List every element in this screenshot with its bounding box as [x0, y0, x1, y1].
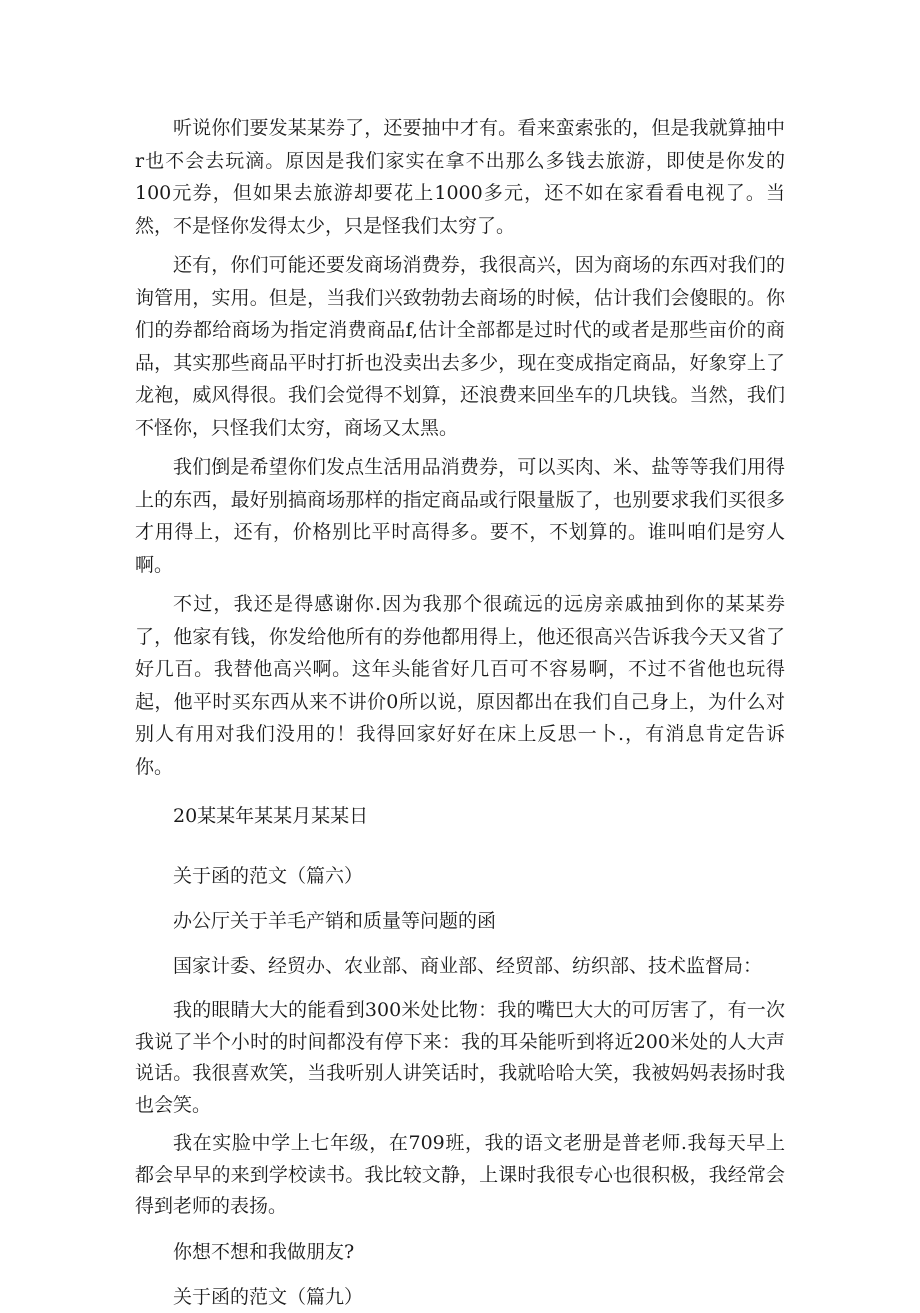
paragraph-5: 我的眼睛大大的能看到300米处比物：我的嘴巴大大的可厉害了，有一次我说了半个小时的时间都没有停下来：我的耳朵能听到将近200米处的人大声说话。我很喜欢笑，当我听别人讲笑话时，我就哈哈大笑，我被妈妈表扬时我也会笑。: [135, 999, 785, 1116]
essay-body: [135, 995, 785, 1223]
paragraph-6: 我在实脸中学上七年级，在709班，我的语文老册是普老师.我每天早上都会早早的来到学校读书。我比较文静，上课时我很专心也很积极，我经常会得到老师的表扬。: [135, 1132, 785, 1217]
section-title-9: 关于函的范文（篇九）: [173, 1285, 364, 1308]
section-title-6: 关于函的范文（篇六）: [173, 865, 364, 887]
paragraph-4: 不过，我还是得感谢你.因为我那个很疏远的远房亲戚抽到你的某某券了，他家有钱，你发给他所有的券他都用得上，他还很高兴告诉我今天又省了好几百。我替他高兴啊。这年头能省好几百可不容易啊，不过不省他也玩得起，他平时买东西从来不讲价0所以说，原因都出在我们自己身上，为什么对别人有用对我们没用的！我得回家好好在床上反思一卜.，有消息肯定告诉你。: [135, 593, 785, 778]
paragraph-2: 还有，你们可能还要发商场消费券，我很高兴，因为商场的东西对我们的询管用，实用。但是，当我们兴致勃勃去商场的时候，估计我们会傻眼的。你们的券都给商场为指定消费商品f,估计全部都是过时代的或者是那些亩价的商品，其实那些商品平时打折也没卖出去多少，现在变成指定商品，好象穿上了龙袍，威风得很。我们会觉得不划算，还浪费来回坐车的几块钱。当然，我们不怪你，只怪我们太穷，商场又太黑。: [135, 254, 785, 439]
question-line: 你想不想和我做朋友?: [173, 1240, 355, 1263]
paragraph-1: 听说你们要发某某券了，还要抽中才有。看来蛮索张的，但是我就算抽中r也不会去玩滴。原因是我们家实在拿不出那么多钱去旅游，即使是你发的100元券，但如果去旅游却要花上1000多元，还不如在家看看电视了。当然，不是怪你发得太少，只是怪我们太穷了。: [135, 117, 785, 237]
date-line: 20某某年某某月某某日: [173, 805, 369, 827]
document-page: [135, 112, 785, 1313]
paragraph-3: 我们倒是希望你们发点生活用品消费券，可以买肉、米、盐等等我们用得上的东西，最好别搞商场那样的指定商品或行限量版了，也别要求我们买很多才用得上，还有，价格别比平时高得多。要不，不划算的。谁叫咱们是穷人啊。: [135, 456, 785, 576]
letter-body: [135, 112, 785, 783]
recipients-line: 国家计委、经贸办、农业部、商业部、经贸部、纺织部、技术监督局：: [173, 955, 763, 977]
letter-title: 办公厅关于羊毛产销和质量等问题的函: [173, 910, 497, 932]
